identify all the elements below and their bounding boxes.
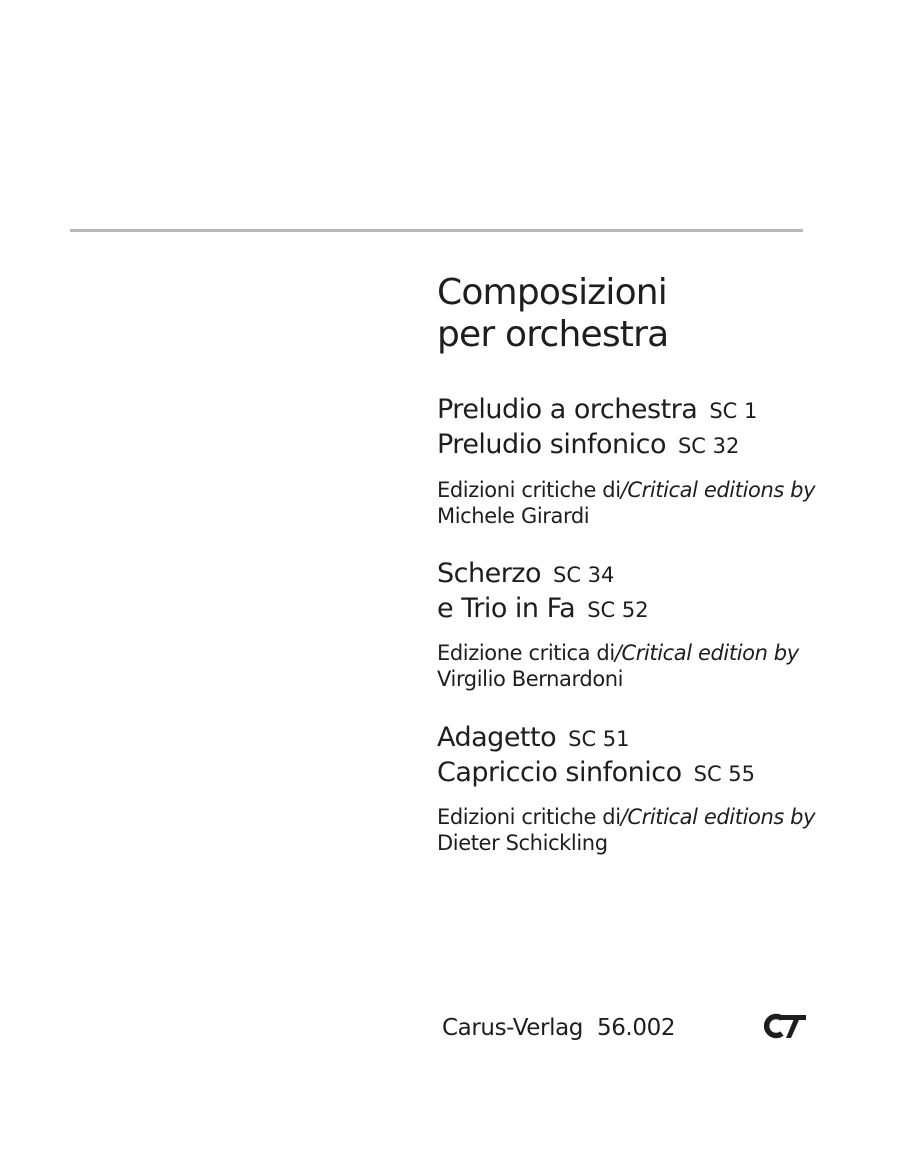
editor-credit-1 xyxy=(437,477,815,529)
work-name: Adagetto xyxy=(437,722,557,753)
work-name: Preludio sinfonico xyxy=(437,429,666,460)
editor-label-italian: Edizioni critiche di xyxy=(437,805,621,829)
editor-name: Michele Girardi xyxy=(437,504,590,528)
title-line-2: per orchestra xyxy=(437,314,669,355)
work-title xyxy=(437,428,757,463)
work-group-2 xyxy=(437,557,649,627)
work-title xyxy=(437,592,649,627)
title-line-1: Composizioni xyxy=(437,272,668,313)
editor-label xyxy=(437,804,815,830)
catalog-number: SC 51 xyxy=(568,727,630,751)
editor-label xyxy=(437,640,799,666)
editor-name: Virgilio Bernardoni xyxy=(437,667,624,691)
catalog-number: SC 55 xyxy=(693,762,756,786)
catalog-number: SC 52 xyxy=(587,598,649,622)
catalog-number: SC 32 xyxy=(677,434,740,458)
header-rule xyxy=(70,229,803,232)
editor-credit-3 xyxy=(437,804,815,856)
work-name: Capriccio sinfonico xyxy=(437,757,682,788)
editor-credit-2 xyxy=(437,640,799,692)
editor-name: Dieter Schickling xyxy=(437,831,608,855)
editor-label-english: /Critical editions by xyxy=(620,805,816,829)
work-name: e Trio in Fa xyxy=(437,593,576,624)
publisher-name: Carus-Verlag xyxy=(442,1015,583,1041)
work-group-1 xyxy=(437,393,757,463)
work-title xyxy=(437,721,755,756)
editor-label xyxy=(437,477,815,503)
work-title xyxy=(437,393,757,428)
work-name: Scherzo xyxy=(437,558,541,589)
publisher-catalog-number: 56.002 xyxy=(596,1015,676,1041)
work-title xyxy=(437,557,649,592)
page-title xyxy=(437,272,668,356)
editor-label-english: /Critical editions by xyxy=(620,478,816,502)
catalog-number: SC 1 xyxy=(709,399,758,423)
publisher-line xyxy=(442,1013,675,1043)
carus-logo-icon xyxy=(762,1012,808,1040)
work-group-3 xyxy=(437,721,755,791)
work-name: Preludio a orchestra xyxy=(437,394,698,425)
catalog-number: SC 34 xyxy=(553,563,615,587)
editor-label-english: /Critical edition by xyxy=(614,641,799,665)
work-title xyxy=(437,756,755,791)
editor-label-italian: Edizioni critiche di xyxy=(437,478,621,502)
editor-label-italian: Edizione critica di xyxy=(437,641,615,665)
